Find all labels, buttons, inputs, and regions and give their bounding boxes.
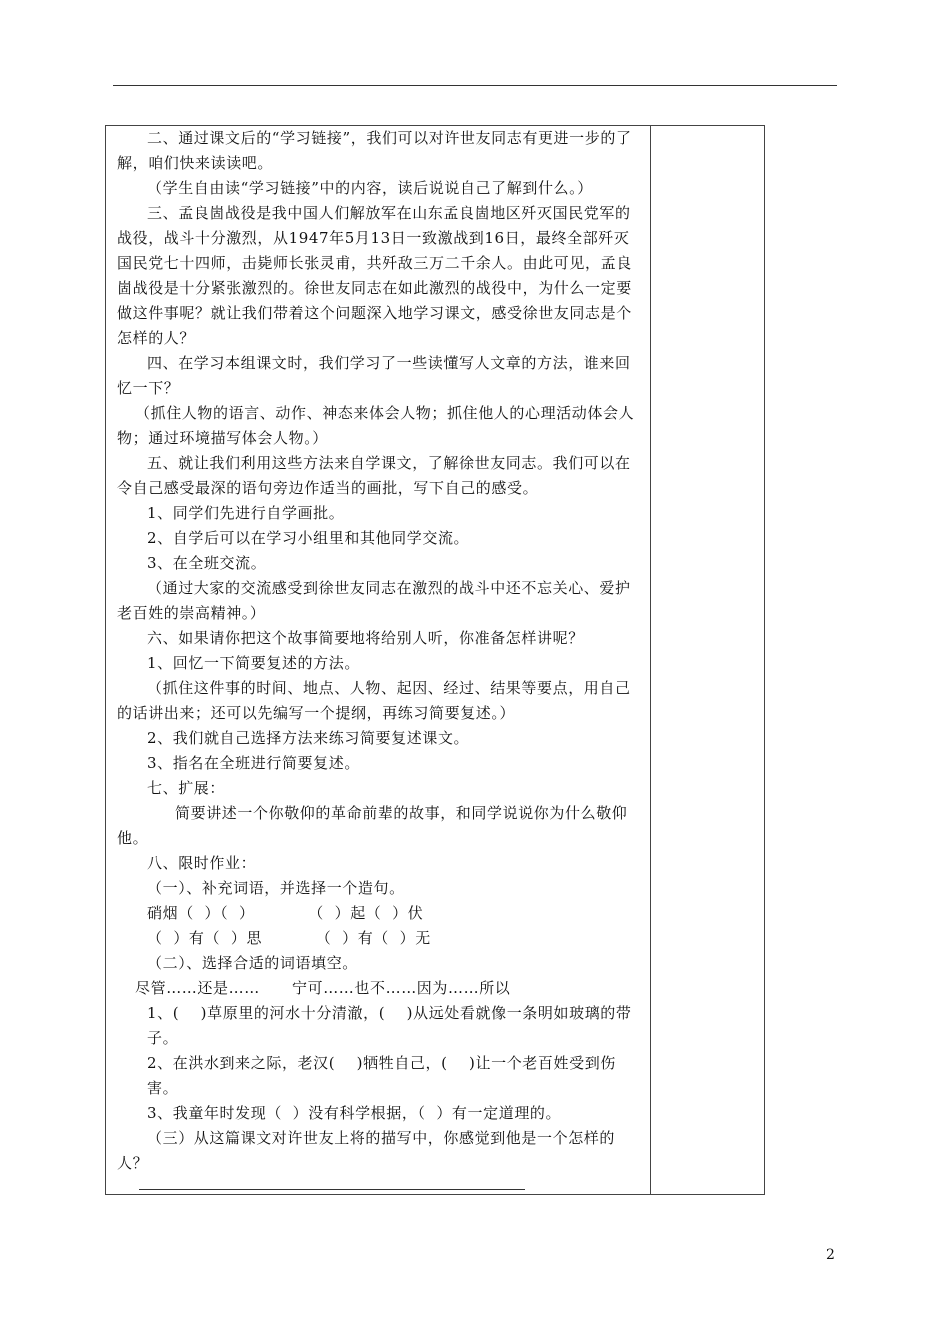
paragraph: 1、同学们先进行自学画批。 [147, 504, 345, 522]
paragraph: 1、回忆一下简要复述的方法。 [147, 654, 360, 672]
paragraph: 硝烟（ ）（ ） （ ）起（ ）伏 [147, 904, 424, 922]
paragraph: 六、如果请你把这个故事简要地将给别人听，你准备怎样讲呢？ [147, 629, 584, 647]
paragraph: （抓住人物的语言、动作、神态来体会人物；抓住他人的心理活动体会人物；通过环境描写体会人物。） [117, 404, 635, 447]
paragraph: 2、自学后可以在学习小组里和其他同学交流。 [147, 529, 470, 547]
paragraph: （三）从这篇课文对许世友上将的描写中，你感觉到他是一个怎样的人？ [117, 1129, 616, 1172]
paragraph: 二、通过课文后的“学习链接”，我们可以对许世友同志有更进一步的了解，咱们快来读读吧。 [117, 129, 632, 172]
paragraph: 2、我们就自己选择方法来练习简要复述课文。 [147, 729, 470, 747]
header-rule [113, 85, 837, 86]
paragraph: 八、限时作业： [147, 854, 257, 872]
paragraph: （抓住这件事的时间、地点、人物、起因、经过、结果等要点，用自己的话讲出来；还可以先编写一个提纲，再练习简要复述。） [117, 679, 631, 722]
paragraph: （一）、补充词语，并选择一个造句。 [147, 879, 405, 897]
page-number: 2 [826, 1247, 835, 1263]
paragraph: 1、( )草原里的河水十分清澈，( )从远处看就像一条明如玻璃的带子。 [147, 1004, 632, 1047]
paragraph: 尽管……还是…… 宁可……也不……因为……所以 [135, 979, 511, 997]
paragraph: 四、在学习本组课文时，我们学习了一些读懂写人文章的方法，谁来回忆一下？ [117, 354, 631, 397]
answer-line [139, 1189, 525, 1190]
paragraph: 3、在全班交流。 [147, 554, 267, 572]
paragraph: 简要讲述一个你敬仰的革命前辈的故事，和同学说说你为什么敬仰他。 [117, 804, 628, 847]
paragraph: 3、我童年时发现（ ）没有科学根据，（ ）有一定道理的。 [147, 1104, 562, 1122]
paragraph: （通过大家的交流感受到徐世友同志在激烈的战斗中还不忘关心、爱护老百姓的崇高精神。） [117, 579, 631, 622]
paragraph: 三、孟良崮战役是我中国人们解放军在山东孟良崮地区歼灭国民党军的战役，战斗十分激烈，从1947年5月13日一致激战到16日，最终全部歼灭国民党七十四师，击毙师长张灵甫，共歼敌三万二千余人。由此可见，孟良崮战役是十分紧张激烈的。徐世友同志在如此激烈的战役中，为什么一定要做这件事呢？就让我们带着这个问题深入地学习课文，感受徐世友同志是个怎样的人？ [117, 204, 632, 347]
lesson-table [105, 125, 765, 1195]
lesson-content [117, 126, 645, 1176]
paragraph: （二）、选择合适的词语填空。 [147, 954, 358, 972]
paragraph: 五、就让我们利用这些方法来自学课文，了解徐世友同志。我们可以在令自己感受最深的语句旁边作适当的画批，写下自己的感受。 [117, 454, 631, 497]
paragraph: 七、扩展： [147, 779, 226, 797]
paragraph: （ ）有（ ）思 （ ）有（ ）无 [147, 929, 431, 947]
paragraph: 3、指名在全班进行简要复述。 [147, 754, 360, 772]
paragraph: （学生自由读“学习链接”中的内容，读后说说自己了解到什么。） [147, 179, 593, 197]
column-divider [650, 126, 651, 1194]
paragraph: 2、在洪水到来之际，老汉( )牺牲自己，( )让一个老百姓受到伤害。 [147, 1054, 616, 1097]
